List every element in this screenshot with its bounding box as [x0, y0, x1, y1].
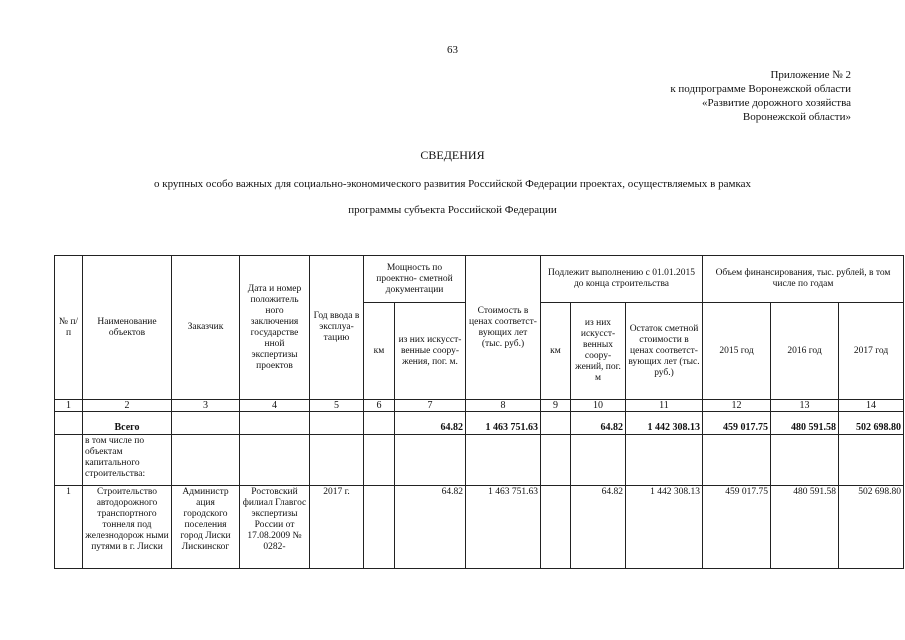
header-capacity: Мощность по проектно- сметной документации — [364, 256, 466, 303]
col-number: 9 — [541, 400, 571, 412]
header-art: из них искусст- венные соору- жения, пог. м. — [395, 303, 466, 400]
col-number: 5 — [310, 400, 364, 412]
row-cost: 1 463 751.63 — [466, 486, 541, 569]
including-row — [55, 435, 904, 486]
row-name: Строительство автодорожного транспортного тоннеля под железнодорож ными путями в г. Лиски — [83, 486, 172, 569]
total-2017: 502 698.80 — [839, 412, 904, 435]
row-no: 1 — [55, 486, 83, 569]
including-label: в том числе по объектам капитального строительства: — [83, 435, 172, 486]
header-row — [55, 256, 904, 303]
projects-table — [54, 255, 904, 569]
col-number: 10 — [571, 400, 626, 412]
col-number: 7 — [395, 400, 466, 412]
appendix-line: «Развитие дорожного хозяйства — [701, 97, 851, 109]
row-2017: 502 698.80 — [839, 486, 904, 569]
header-remain: Остаток сметной стоимости в ценах соответст- вующих лет (тыс. руб.) — [626, 303, 703, 400]
total-2016: 480 591.58 — [771, 412, 839, 435]
row-expertise: Ростовский филиал Главгос экспертизы России от 17.08.2009 № 0282- — [240, 486, 310, 569]
header-2017: 2017 год — [839, 303, 904, 400]
header-2016: 2016 год — [771, 303, 839, 400]
total-art2: 64.82 — [571, 412, 626, 435]
total-cost: 1 463 751.63 — [466, 412, 541, 435]
header-expertise: Дата и номер положитель ного заключения государстве нной экспертизы проектов — [240, 256, 310, 400]
col-number: 4 — [240, 400, 310, 412]
row-2016: 480 591.58 — [771, 486, 839, 569]
col-number: 6 — [364, 400, 395, 412]
col-number: 12 — [703, 400, 771, 412]
total-2015: 459 017.75 — [703, 412, 771, 435]
total-label: Всего — [83, 412, 172, 435]
col-number: 11 — [626, 400, 703, 412]
column-numbers-row — [55, 400, 904, 412]
appendix-line: Воронежской области» — [742, 111, 851, 123]
col-number: 13 — [771, 400, 839, 412]
total-remain: 1 442 308.13 — [626, 412, 703, 435]
header-customer: Заказчик — [172, 256, 240, 400]
row-remain: 1 442 308.13 — [626, 486, 703, 569]
header-year: Год ввода в эксплуа- тацию — [310, 256, 364, 400]
header-2015: 2015 год — [703, 303, 771, 400]
page-number: 63 — [447, 44, 458, 56]
col-number: 8 — [466, 400, 541, 412]
row-2015: 459 017.75 — [703, 486, 771, 569]
header-todo: Подлежит выполнению с 01.01.2015 до конца строительства — [541, 256, 703, 303]
header-name: Наименование объектов — [83, 256, 172, 400]
document-title: СВЕДЕНИЯ — [420, 148, 485, 162]
total-art: 64.82 — [395, 412, 466, 435]
header-funding: Объем финансирования, тыс. рублей, в том числе по годам — [703, 256, 904, 303]
appendix-block — [670, 68, 851, 124]
header-cost: Стоимость в ценах соответст- вующих лет (тыс. руб.) — [466, 256, 541, 400]
row-year: 2017 г. — [310, 486, 364, 569]
total-row — [55, 412, 904, 435]
header-art2: из них искусст- венных соору- жений, пог. м — [571, 303, 626, 400]
table-row — [55, 486, 904, 569]
col-number: 14 — [839, 400, 904, 412]
col-number: 3 — [172, 400, 240, 412]
document-subtitle: о крупных особо важных для социально-экономического развития Российской Федерации проектах, осуществляемых в рамках — [153, 178, 752, 190]
header-no: № п/п — [55, 256, 83, 400]
appendix-line: к подпрограмме Воронежской области — [670, 83, 851, 95]
col-number: 2 — [83, 400, 172, 412]
document-subtitle-2: программы субъекта Российской Федерации — [348, 204, 557, 216]
appendix-line: Приложение № 2 — [770, 69, 851, 81]
header-km: км — [364, 303, 395, 400]
row-art: 64.82 — [395, 486, 466, 569]
row-art2: 64.82 — [571, 486, 626, 569]
row-customer: Администр ация городского поселения город Лиски Лискинског — [172, 486, 240, 569]
header-km2: км — [541, 303, 571, 400]
col-number: 1 — [55, 400, 83, 412]
